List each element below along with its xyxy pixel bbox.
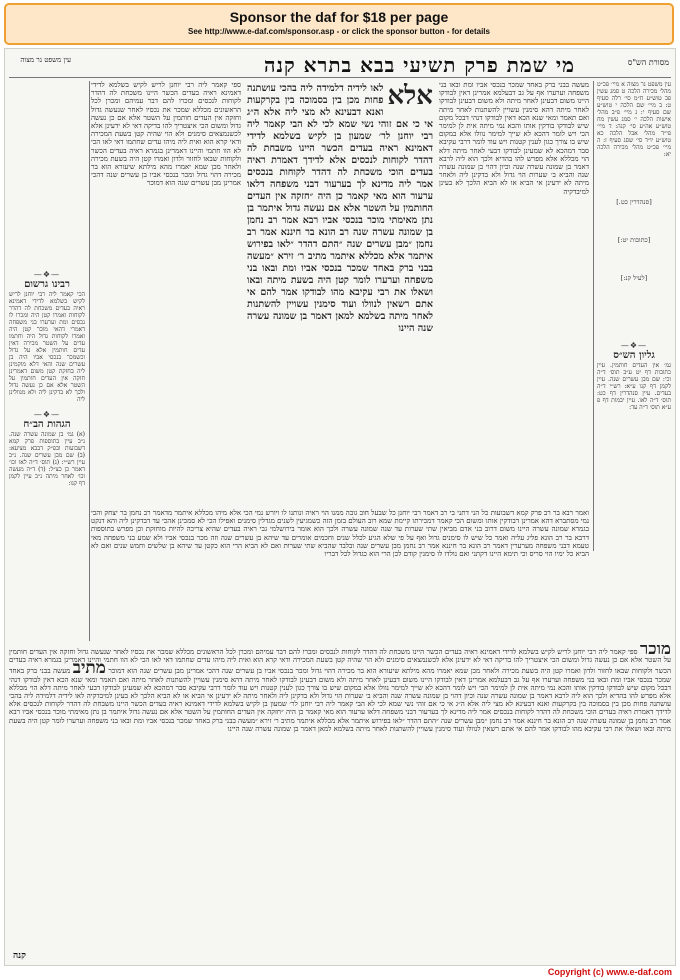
lower-body-4: לאו לידיה דלמידה ליה בהכי עושתנה פחות מכן בין בסמוכה בין בקרקעות ואנא דבעינא לא מצי ליה אלא ה״ג אי כי אם זוהי נשי שמא לכי לא הבי קאמר ליה רבי יוחנן לר׳ שמעון בן לקיש בשלמא לדידי דאמינא ראיה בעדים הכשר היינו משבחת לה דהדר לקוחות לנכסים אלא לדידך דאמרת ראיה בעדים הוכי משכחת לה דהדר לקוחות בנכסים אמר ליה מדינא לך בערעור דבני משפחה דלאו ערעור הוא מאי קאמר כן היה ״חזקה אין העדים החותמין על השטר אלא אם נעשה גדול איתמר בן נתן מאימתי מוכר בנכסי אביו רבא אמר רב נחמן בן שמונה עשרה שנה רב הונא בר חיננא אמר רב נחמן ״מבן עשרים שנה ״התם דהדר ״לאו בפירוש איתמר אלא מכללא איתמר מתיב ר׳ זירא ״מעשה בבני ברק באחד שמכר בנכסי אביו ומת ובאו בני משפחה וערערו לומר קטן היה בשעת מיתה ובאו ושאלו את רבי עקיבא מהו לבודקו אמר להם אי אתם רשאין לנוולו ועוד סימנין עשויין להשתנות לאחר מיתה בשלמא למאן דאמר בן שמונה עשרה שנה היינו — [9, 692, 671, 733]
lower-body-1: ואמר רבא בר רב פרק קמא דשבועות כל הני דתני בי רב דאמר רבי יוחנן כל שבעל חוב גובה ממנו הוי ראיה ונותנו לו ויורש נמי הכי אלא מיהו מכללא איתמר מדאמר רב נחמן בר יצחק והכי נמי מסתברא דהא אמרינן דבודקין אותו ומשום הכי קאמר דמכירתו קיימת שמא רוב העולם בזמן הזה כשמגיעין לשנים מגדלין סימנים ואפילו הכי לא סמכינן אהכי עד דבדקינן ליה והא דנקט בגמרא שמונה עשרה היינו משום דרוב בני אדם מביאין שתי שערות עד שנה שמונה עשרה ולכך הוא אומר בירושלמי גבי ראיה בעדים שהיא צריכה להיות מוחזקת וכן מפרש בתוספות דרבא בר רב הונא פליג עליה ואמר כל שיש לו סימנים גדול ואף על פי שלא הגיע לכלל שנים וחכמים אומרים עד שיהא בן עשרים שנה וזה מכר בנכסי אביו ולא שמע בני משפחה מאי טעמא דבני משפחה מערערין דאמר רב הונא בר חיננא אמר רב נחמן מבן עשרים שנה ובלבד שהביא שתי שערות ואם לא הביא הרי הוא כקטן עד שיהא בן שלשים וחמש שנים ואם לא הביא כל ימיו הוי סריס וכי תימא היינו דקתני ואם נולדו לו סימנין קודם לכן הרי הוא כגדול לכל דבריו — [91, 509, 589, 559]
sponsor-title[interactable]: Sponsor the daf for $18 per page — [229, 9, 449, 25]
running-title: מי שמת פרק תשיעי בבא בתרא קנה — [264, 53, 575, 77]
right-note-2: [כתובות יט:] — [617, 236, 651, 244]
right-note-1: [סנהדרין כט.] — [616, 198, 652, 206]
gilyon-title: גליון הש״ס — [613, 350, 655, 361]
ein-mishpat-label: עין משפט נר מצוה — [20, 56, 71, 64]
gemara-body: לאו לידיה דלמידה ליה בהכי עושתנה פחות מכן בין בסמוכה בין בקרקעות ואנא דבעינא לא מצי ליה אלא ה״ג אי כי אם זוהי נשי שמא לכי לא הבי קאמר ליה רבי יוחנן לר׳ שמעון בן לקיש בשלמא לדידי דאמינא ראיה בעדים הכשר היינו משבחת לה דהדר לקוחות לנכסים אלא לדידך דאמרת ראיה בעדים הוכי משכחת לה דהדר לקוחות בנכסים אמר ליה מדינא לך בערעור דבני משפחה דלאו ערעור הוא מאי קאמר כן היה ״חזקה אין העדים החותמין על השטר אלא אם נעשה גדול איתמר בן נתן מאימתי מוכר בנכסי אביו רבא אמר רב נחמן בן שמונה עשרה שנה רב הונא בר חיננא אמר רב נחמן ״מבן עשרים שנה ״התם דהדר ״לאו בפירוש איתמר אלא מכללא איתמר מתיב ר׳ זירא ״מעשה בבני ברק באחד שמכר בנכסי אביו ומת ובאו בני משפחה וערערו לומר קטן היה בשעת מיתה ובאו ושאלו את רבי עקיבא מהו לבודקו אמר להם אי אתם רשאין לנוולו ועוד סימנין עשויין להשתנות לאחר מיתה בשלמא למאן דאמר בן שמונה עשרה שנה היינו — [247, 83, 433, 334]
lower-commentary-upper — [91, 509, 589, 639]
copyright-link[interactable]: Copyright (c) www.e-daf.com — [547, 967, 672, 977]
header-divider — [9, 77, 671, 78]
left-ornament-2: —❖— — [33, 410, 61, 419]
rashi-body: ספי קאמר ליה רבי יוחנן לריש לקיש בשלמא לדידי דאמינא ראיה בעדים הכשר היינו משכחת לה דהדר לקוחות לנכסים ומכרו להם דבר עמיהם ומכרן לכל הראשונים מכללא שמכר את נכסיו לאחר שנעשה גדול וחזקה אין העדים חותמין על השטר אלא אם כן נעשה גדול ומשום הכי איצטריך להו בדיקה דאי לא ידעינן אלא לכשנמצאים סימנים ולא הוי שהיה קטן בשעת המכירה ודאי קרא הוא ואית ליה מיהו עדים שחתמו דאי לאו הכי לא הוו חתמי והיינו דאמרינן בגמרא ראיה בעדים הכשר ולקוחות שבאו לחזור ולדון ואמרו קטן היה בשעת מכירה ולאחר מכן שמא יאמרו מהא מילתא שיעורא הוא בר מכירה דהוי גדול ומכר בנכסי אביו בן עשרים שנה דהכי אמרינן מבן עשרים שנה הוא דמוכר — [91, 81, 241, 188]
right-margin-column — [597, 81, 671, 551]
sponsor-subtitle[interactable]: See http://www.e-daf.com/sponsor.asp - or click the sponsor button - for details — [188, 27, 490, 36]
page-header — [5, 53, 675, 75]
left-ornament: —❖— — [33, 270, 61, 279]
rabbenu-gershom-title: רבינו גרשום — [24, 279, 70, 290]
right-column-rule — [593, 81, 594, 551]
right-margin-body: עין משפט נר מצוה א מיי׳ פכ״ט מהל׳ מכירה הלכה ט סמג עשין פב טוש״ע ח״מ סי׳ רלה סעיף ט: ב מיי׳ שם הלכה י טוש״ע שם סעיף י: ג מיי׳ פ״ב מהל׳ אישות הלכה י׳ סמג עשין מח טוש״ע אה״ע סי׳ קנה: ד מיי׳ פי״ד מהל׳ אבל הלכה כא טוש״ע יו״ד סי׳ שסג סעיף ז: ה מיי׳ פכ״ט מהל׳ מכירה הלכה יא: — [597, 81, 671, 158]
hook-word-1: מוכר — [639, 645, 671, 659]
left-margin-column — [9, 81, 85, 641]
lower-commentary-full — [9, 645, 671, 945]
hagahot-title: הגהות הב״ח — [23, 419, 71, 430]
right-note-3: [לעיל קנ:] — [620, 274, 648, 282]
ornament-divider: —❖— — [620, 341, 648, 350]
rabbenu-gershom-body: הכי קאמר ליה רבי יוחנן לריש לקיש בשלמא לדידי דאמינא ראיה בעדים משכחת לה דהדר לקוחות ואמרו קטן היה ומכרו לו נכסים ומת וערערו בני משפחה דאמרי דהאי מוכר קטן היה ואמרו לקוחות גדול היה וחתמו עדים על השטר מכירה דאין עדים חותמין אלא על גדול וכשמכר בנכסי אביו היה בן עשרים שנה והאי דלא מוקמינן ליה בחזקת קטן משום דאמרינן חזקה אין העדים חותמין על השטר אלא אם כן נעשה גדול ולכך לא בדקינן ליה ולא מנוולינן ליה — [9, 291, 85, 403]
gemara-main-text — [247, 83, 433, 503]
hagahot-body: (א) גמ׳ בן שמונה עשרה שנה. נ״ב עיין בתוספות פרק קמא דשבועות ובפ״ק דבבא מציעא: (ב) שם מבן עשרים שנה. נ״ב עיין רש״י: (ג) תוס׳ ד״ה לאו וכו׳ דאמר כן כצ״ל: (ד) ד״ה מעשה וכו׳ לאחר מיתה נ״ב עיין לקמן דף קנו: — [9, 431, 85, 487]
sponsor-banner[interactable] — [4, 3, 674, 45]
left-column-rule — [89, 81, 90, 641]
lower-body-3: מעשה בבני ברק באחד שמכר בנכסי אביו ומת ובאו בני משפחה וערערו אף על גב דבעלמא אמרינן דאין לבודקו היינו משום דבעינן לאחר מיתה ולא משום דבעינן לבודקו לאחר מיתה דהא סימנין עשויין להשתנות לאחר מיתה ואם תאמר ומאי שנא הכא דאין לבודקו דנהי דבכל מקום שיש לבודקו בודקין אותו והכא נמי מיתה אית לן למימר הכי ויש לומר דהכא לא שייך למימר נוולו אלא במקום שיש בו צורך כגון לענין קטנות ויש עוד לומר דרבי עקיבא סבר דמהכא לא שמעינן לבודקו דבעי לאחר מיתה דלא הוי מכללא אלא מפרש להו בהדיא ולכך הוא ליה לרבא דאמר בן שמונה עשרה שנה וכיון דהוי בן שמונה עשרה שנה והביא ב׳ שערות הוי גדול ולא בדקינן ליה ולאחר מיתה לא ידעינן אי הביא או לא הביא הלכך לא בעינן למיבדקיה — [9, 667, 671, 701]
page-number: קנה — [13, 951, 26, 961]
lower-body-2: ספי קאמר ליה רבי יוחנן לריש לקיש בשלמא לדידי דאמינא ראיה בעדים הכשר היינו משכחת לה דהדר לקוחות לנכסים ומכרו להם דבר עמיהם ומכרן לכל הראשונים מכללא שמכר את נכסיו לאחר שנעשה גדול וחזקה אין העדים חותמין על השטר אלא אם כן נעשה גדול ומשום הכי איצטריך להו בדיקה דאי לא ידעינן אלא לכשנמצאים סימנים ולא הוי שהיה קטן בשעת המכירה ודאי קרא הוא ואית ליה מיהו עדים שחתמו דאי לאו הכי לא הוו חתמי והיינו דאמרינן בגמרא ראיה בעדים הכשר ולקוחות שבאו לחזור ולדון ואמרו קטן היה בשעת מכירה ולאחר מכן שמא יאמרו מהא מילתא שיעורא הוא בר מכירה דהוי גדול ומכר בנכסי אביו בן עשרים שנה דהכי אמרינן מבן עשרים שנה הוא דמוכר — [9, 648, 671, 676]
opening-word: אלא — [387, 83, 433, 111]
talmud-page — [4, 48, 676, 966]
masoret-label: מסורת הש"ס — [627, 58, 669, 67]
hook-word-2: מתיב — [72, 658, 106, 679]
tosafot-body: מעשה בבני ברק באחד שמכר בנכסי אביו ומת ובאו בני משפחה וערערו אף על גב דבעלמא אמרינן דאין לבודקו היינו משום דבעינן לאחר מיתה ולא משום דבעינן לבודקו לאחר מיתה דהא סימנין עשויין להשתנות לאחר מיתה ואם תאמר ומאי שנא הכא דאין לבודקו דנהי דבכל מקום שיש לבודקו בודקין אותו והכא נמי מיתה אית לן למימר הכי ויש לומר דהכא לא שייך למימר נוולו אלא במקום שיש בו צורך כגון לענין קטנות ויש עוד לומר דרבי עקיבא סבר דמהכא לא שמעינן לבודקו דבעי לאחר מיתה דלא הוי מכללא אלא מפרש להו בהדיא ולכך הוא ליה לרבא דאמר בן שמונה עשרה שנה וכיון דהוי בן שמונה עשרה שנה והביא ב׳ שערות הוי גדול ולא בדקינן ליה ולאחר מיתה לא ידעינן אי הביא או לא הביא הלכך לא בעינן למיבדקיה — [439, 81, 589, 196]
rashi-column — [91, 81, 241, 501]
gilyon-body: גמ׳ אין העדים חותמין. עיין כתובות דף יט ע״ב תוס׳ ד״ה וכי: שם מבן עשרים שנה. עיין לקמן דף קנו ע״א: רש״י ד״ה בעדים. עיין סנהדרין דף כט: תוס׳ ד״ה לאו. עיין יבמות דף פ ע״א תוס׳ ד״ה עד: — [597, 362, 671, 411]
tosafot-column — [439, 81, 589, 501]
